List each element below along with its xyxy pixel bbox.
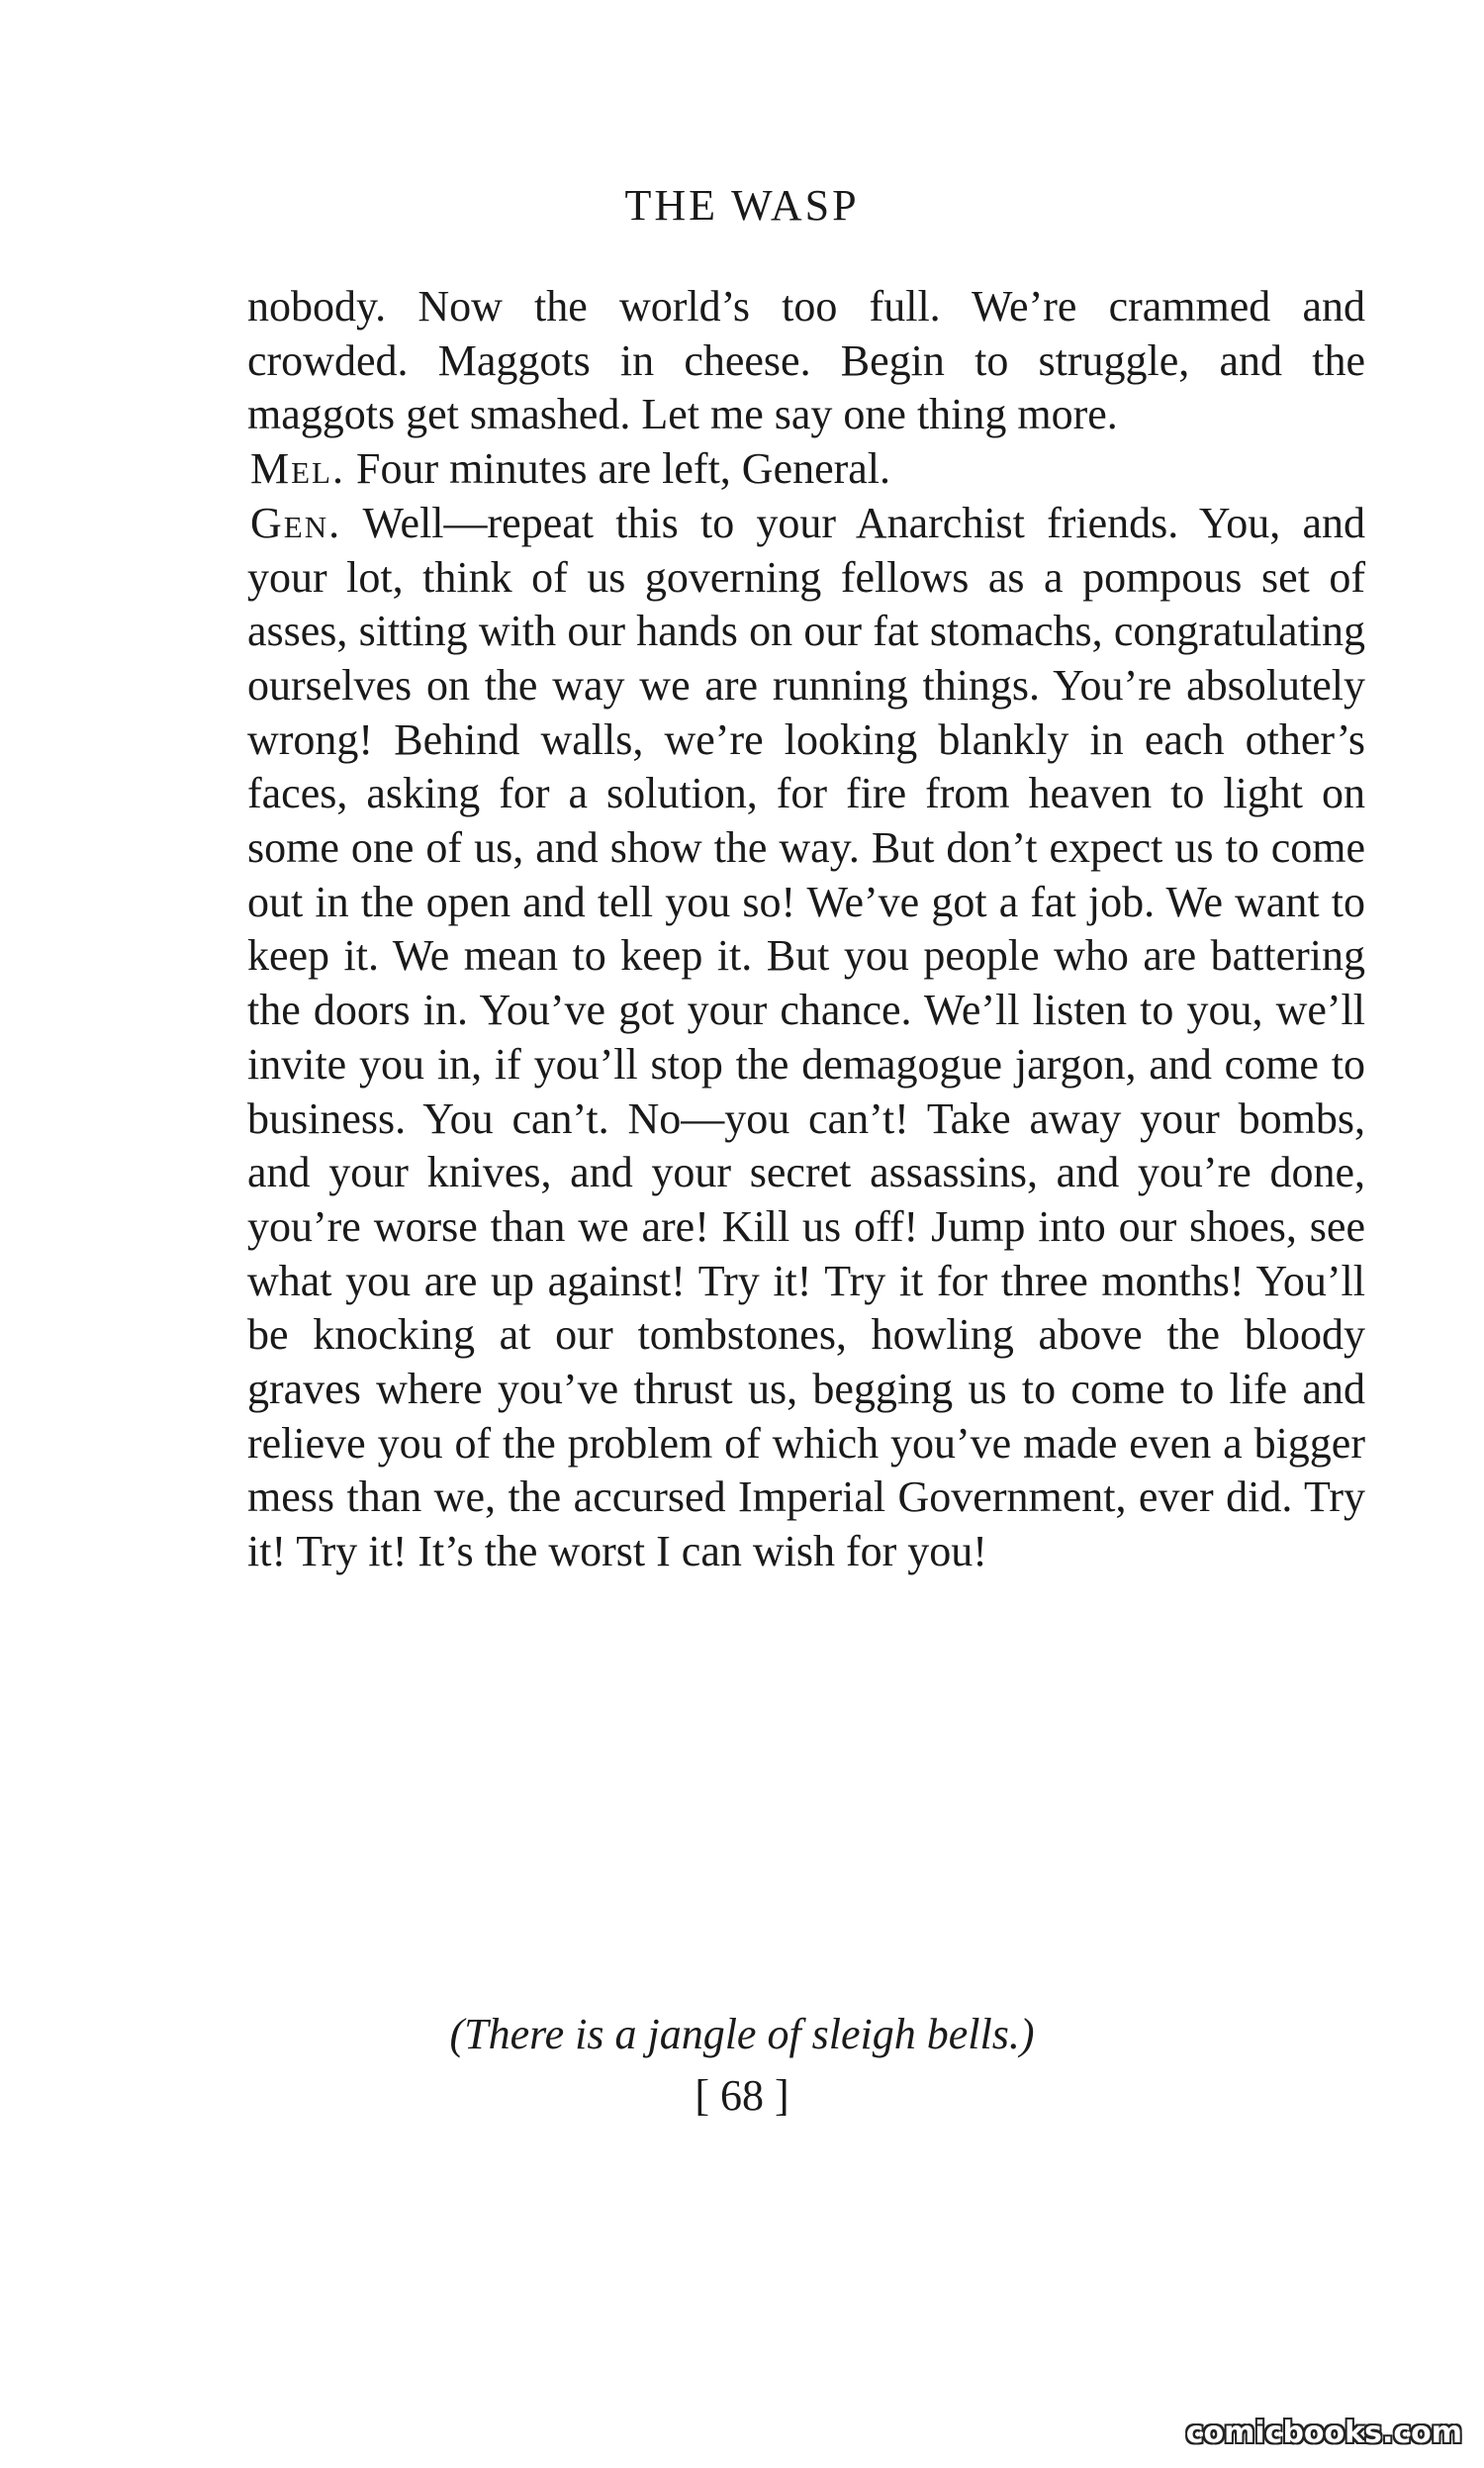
watermark-logo: comicbooks.com	[1185, 2416, 1462, 2450]
dialogue-text: Four minutes are left, General.	[356, 444, 891, 494]
speaker-name: Mel.	[250, 444, 345, 494]
stage-direction: (There is a jangle of sleigh bells.)	[449, 2010, 1035, 2058]
page-number: [ 68 ]	[695, 2071, 789, 2120]
dialogue-mel	[247, 442, 1365, 497]
continuation-paragraph: nobody. Now the world’s too full. We’re crammed and crowded. Maggots in cheese. Begin to struggle, and the maggots get smashed. Let me say one thing more.	[247, 282, 1365, 439]
running-header: THE WASP	[624, 181, 860, 230]
dialogue-text: Well—repeat this to your Anarchist friends. You, and your lot, think of us governing fellows as a pompous set of asses, sitting with our hands on our fat stomachs, congratulating ourselves on the way we are running things. You’re absolutely wrong! Behind walls, we’re looking blankly in each other’s faces, asking for a solution, for fire from heaven to light on some one of us, and show the way. But don’t expect us to come out in the open and tell you so! We’ve got a fat job. We want to keep it. We mean to keep it. But you people who are battering the doors in. You’ve got your chance. We’ll listen to you, we’ll invite you in, if you’ll stop the demagogue jargon, and come to business. You can’t. No—you can’t! Take away your bombs, and your knives, and your secret assassins, and you’re done, you’re worse than we are! Kill us off! Jump into our shoes, see what you are up against! Try it! Try it for three months! You’ll be knocking at our tombstones, howling above the bloody graves where you’ve thrust us, begging us to come to life and relieve you of the problem of which you’ve made even a bigger mess than we, the accursed Imperial Government, ever did. Try it! Try it! It’s the worst I can wish for you!	[247, 498, 1365, 1576]
dialogue-gen	[247, 497, 1365, 1579]
page-body	[247, 280, 1365, 1579]
speaker-name: Gen.	[250, 498, 342, 547]
